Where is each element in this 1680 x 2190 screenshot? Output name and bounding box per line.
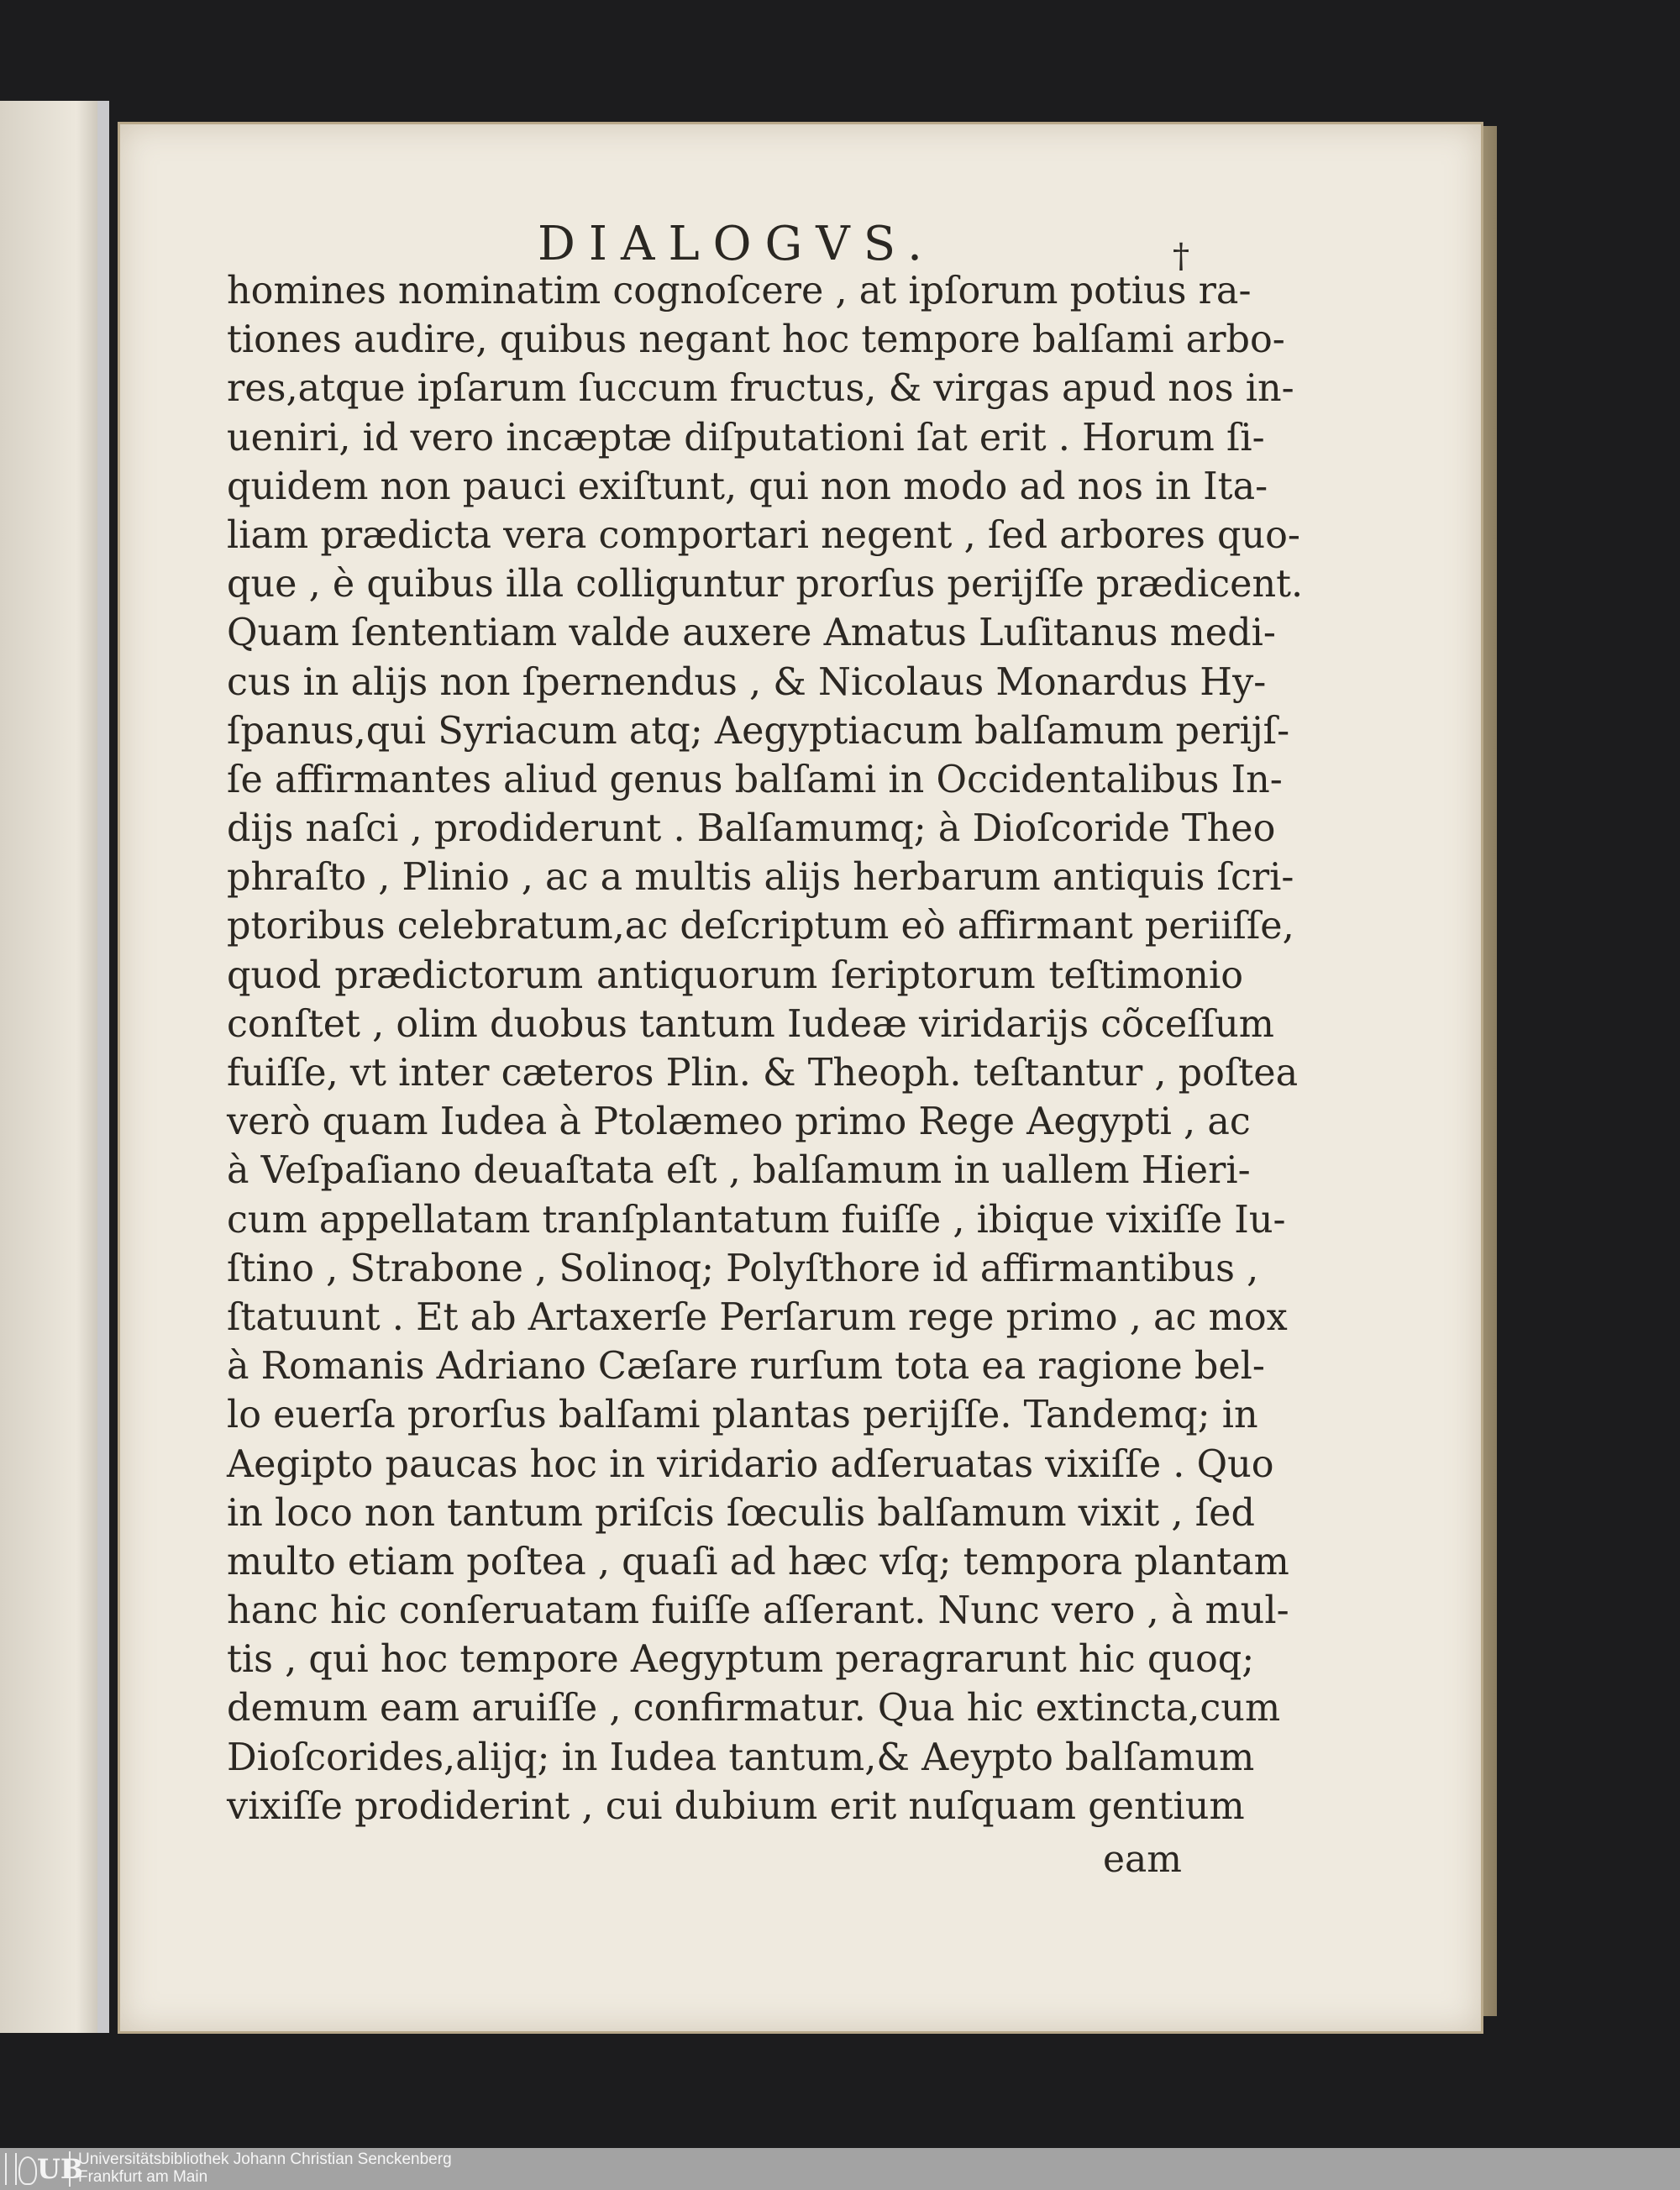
text-line: ſtatuunt . Et ab Artaxerſe Perſarum rege primo , ac mox	[227, 1295, 1288, 1339]
text-line: homines nominatim cognoſcere , at ipſorum potius ra-	[227, 270, 1252, 312]
institution-city: Frankfurt am Main	[78, 2168, 208, 2186]
signature-mark: †	[1173, 237, 1189, 276]
text-line: ueniri, id vero incæptæ diſputationi ſat erit . Horum ſi-	[227, 416, 1265, 460]
gutter	[97, 101, 109, 2033]
text-line: tis , qui hoc tempore Aegyptum peragrarunt hic quoq;	[227, 1638, 1255, 1682]
text-line: ſtino , Strabone , Solinoq; Polyſthore id affirmantibus ,	[227, 1247, 1259, 1290]
text-line: vixiſſe prodiderint , cui dubium erit nuſquam gentium	[227, 1784, 1245, 1828]
text-line: que , è quibus illa colliguntur prorſus periјſſe prædicent.	[227, 563, 1304, 607]
text-line: multo etiam poſtea , quaſi ad hæc vſq; tempora plantam	[227, 1540, 1289, 1583]
text-line: à Romanis Adriano Cæſare rurſum tota ea ragione bel-	[227, 1345, 1265, 1389]
text-line: à Veſpaſiano deuaſtata eſt , balſamum in uallem Hieri-	[227, 1149, 1251, 1193]
logo-text: UB	[37, 2153, 83, 2185]
logo-columns-icon	[5, 2153, 17, 2185]
institution-name: Universitätsbibliothek Johann Christian Senckenberg	[78, 2151, 452, 2168]
text-line: in loco non tantum priſcis ſœculis balſamum vixit , ſed	[227, 1491, 1255, 1535]
text-line: Quam ſententiam valde auxere Amatus Luſitanus medi-	[227, 612, 1276, 655]
text-line: demum eam aruiſſe , confirmatur. Qua hic extincta,cum	[227, 1687, 1281, 1730]
logo-portrait-icon	[18, 2156, 37, 2185]
text-line: cum appellatam tranſplantatum fuiſſe , ibique vixiſſe Iu-	[227, 1198, 1286, 1242]
text-line: cus in alijs non ſpernendus , & Nicolaus Monardus Hy-	[227, 660, 1267, 704]
facing-page-edge	[0, 101, 109, 2033]
body-text	[227, 267, 1304, 1831]
text-line: verò quam Iudea à Ptolæmeo primo Rege Aegypti , ac	[227, 1100, 1251, 1144]
text-line: quidem non pauci exiſtunt, qui non modo ad nos in Ita-	[227, 465, 1268, 508]
text-line: liam prædicta vera comportari negent , ſed arbores quo-	[227, 513, 1300, 557]
text-line: tiones audire, quibus negant hoc tempore balſami arbo-	[227, 318, 1285, 362]
text-line: ſe affirmantes aliud genus balſami in Occidentalibus In-	[227, 758, 1283, 801]
text-line: Dioſcorides,alijq; in Iudea tantum,& Aeypto balſamum	[227, 1736, 1255, 1779]
text-line: ſpanus,qui Syriacum atq; Aegyptiacum balſamum periјſ-	[227, 709, 1290, 753]
footer-bar	[0, 2148, 1680, 2190]
running-head: DIALOGVS.	[538, 217, 936, 271]
text-line: phraſto , Plinio , ac a multis alijs herbarum antiquis ſcri-	[227, 856, 1294, 900]
text-line: quod prædictorum antiquorum ſeriptorum teſtimonio	[227, 953, 1243, 997]
ub-logo	[3, 2151, 83, 2187]
text-line: conſtet , olim duobus tantum Iudeæ viridarijs cõceſſum	[227, 1002, 1274, 1046]
text-line: ptoribus celebratum,ac deſcriptum eò affirmant periiſſe,	[227, 905, 1294, 948]
text-line: res,atque ipſarum ſuccum fructus, & virgas apud nos in-	[227, 367, 1294, 411]
catchword: eam	[1103, 1838, 1182, 1881]
text-line: Aegipto paucas hoc in viridario adſeruatas vixiſſe . Quo	[227, 1442, 1274, 1486]
text-line: lo euerſa prorſus balſami plantas periјſſe. Tandemq; in	[227, 1394, 1258, 1437]
text-line: fuiſſe, vt inter cæteros Plin. & Theoph. teſtantur , poſtea	[227, 1052, 1299, 1095]
text-line: dijs naſci , prodiderunt . Balſamumq; à Dioſcoride Theo	[227, 807, 1276, 851]
text-line: hanc hic conſeruatam fuiſſe aſſerant. Nunc vero , à mul-	[227, 1589, 1289, 1633]
